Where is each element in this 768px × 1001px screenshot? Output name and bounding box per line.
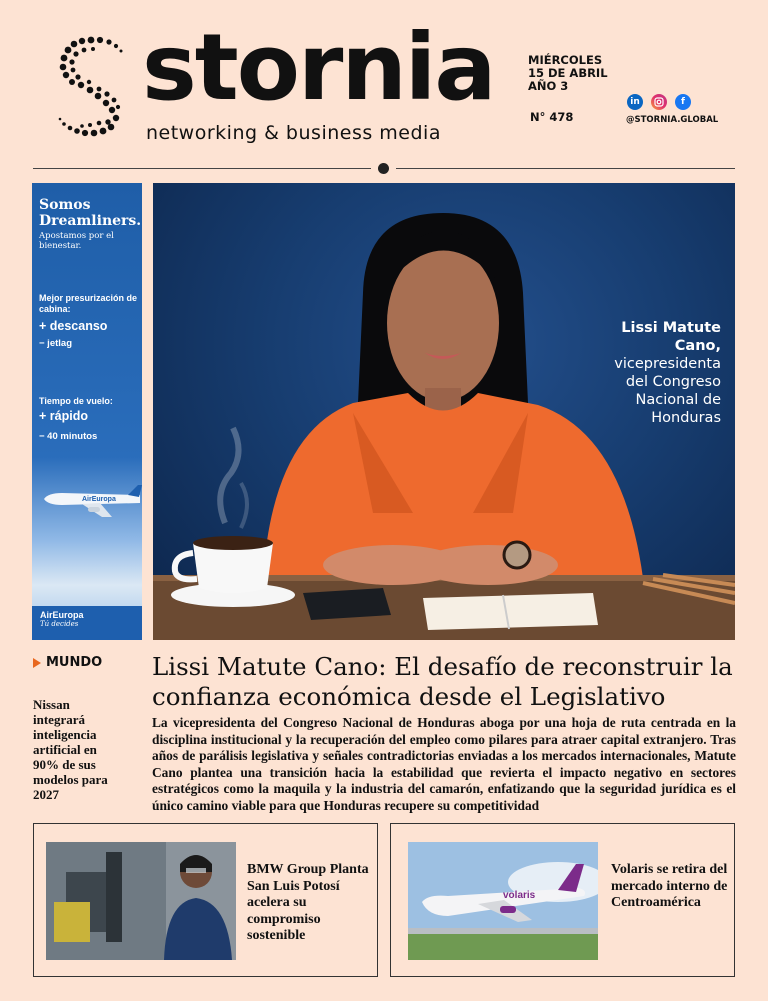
masthead-divider-left (33, 168, 371, 169)
main-lede: La vicepresidenta del Congreso Nacional de Honduras aboga por una hoja de ruta centrada en la disciplina institucional y la recuperación del empleo como pilares para atraer capital extranjero. Tras años de parálisis legislativa y señales contradictorias enviadas a los mercados internacionales, Matute Cano plantea una transición hacia la estabilidad que revierta el impacto negativo en sectores estratégicos como la maquila y la industria del camarón, enfatizando que la seguridad jurídica es el único camino viable para que Honduras recupere su competitividad (152, 715, 736, 813)
ad-slogan: Tú decides (40, 620, 79, 628)
card-title-volaris: Volaris se retira del mercado interno de Centroamérica (611, 862, 728, 910)
ad-subtitle: Apostamos por el bienestar. (39, 231, 114, 251)
masthead-divider-right (396, 168, 735, 169)
caption-role: vicepresidenta del Congreso Nacional de Honduras (614, 356, 721, 426)
story-card-bmw[interactable] (33, 823, 378, 977)
story-card-volaris[interactable] (390, 823, 735, 977)
ad-line-cabin: Mejor presurización de cabina: (39, 293, 138, 314)
card-plane-livery: volaris (503, 890, 536, 901)
brand-wordmark: stornia (142, 14, 495, 121)
brand-tagline: networking & business media (146, 122, 441, 144)
section-label-text: MUNDO (46, 655, 103, 670)
section-label[interactable] (33, 655, 102, 670)
issue-number: N° 478 (530, 110, 574, 124)
issue-date: 15 DE ABRIL (528, 66, 608, 80)
logo-mark-icon (56, 34, 126, 138)
facebook-icon[interactable]: f (675, 94, 691, 110)
card-image-bmw (46, 842, 236, 960)
section-arrow-icon (33, 658, 41, 668)
card-image-volaris (408, 842, 598, 960)
ad-line-flight-small: − 40 minutos (39, 431, 98, 442)
ad-headline: Somos Dreamliners. (39, 197, 142, 229)
issue-year: AÑO 3 (528, 79, 569, 93)
instagram-icon[interactable] (651, 94, 667, 110)
ad-line-flight: Tiempo de vuelo: (39, 396, 113, 406)
ad-plane-livery: AirEuropa (82, 496, 116, 503)
card-title-bmw: BMW Group Planta San Luis Potosí acelera su compromiso sostenible (247, 862, 369, 943)
side-story-headline[interactable]: Nissan integrará inteligencia artificial en 90% de sus modelos para 2027 (33, 697, 108, 802)
caption-name: Lissi Matute Cano, (621, 320, 721, 354)
issue-info (528, 54, 608, 93)
airline-advertisement[interactable] (32, 183, 142, 640)
ad-brand: AirEuropa (40, 610, 84, 620)
linkedin-icon[interactable]: in (627, 94, 643, 110)
social-links (627, 94, 691, 110)
ad-line-cabin-small: − jetlag (39, 338, 72, 349)
issue-day: MIÉRCOLES (528, 53, 603, 67)
ad-line-cabin-big: + descanso (39, 319, 108, 333)
airplane-icon (42, 483, 142, 523)
divider-ornament-icon (378, 163, 389, 174)
ad-line-flight-big: + rápido (39, 409, 88, 423)
main-headline[interactable]: Lissi Matute Cano: El desafío de reconstruir la confianza económica desde el Legislativo (152, 652, 733, 711)
social-handle[interactable]: @STORNIA.GLOBAL (626, 115, 719, 125)
cover-photo (153, 183, 735, 640)
ad-footer (32, 606, 142, 640)
cover-caption (581, 319, 721, 427)
